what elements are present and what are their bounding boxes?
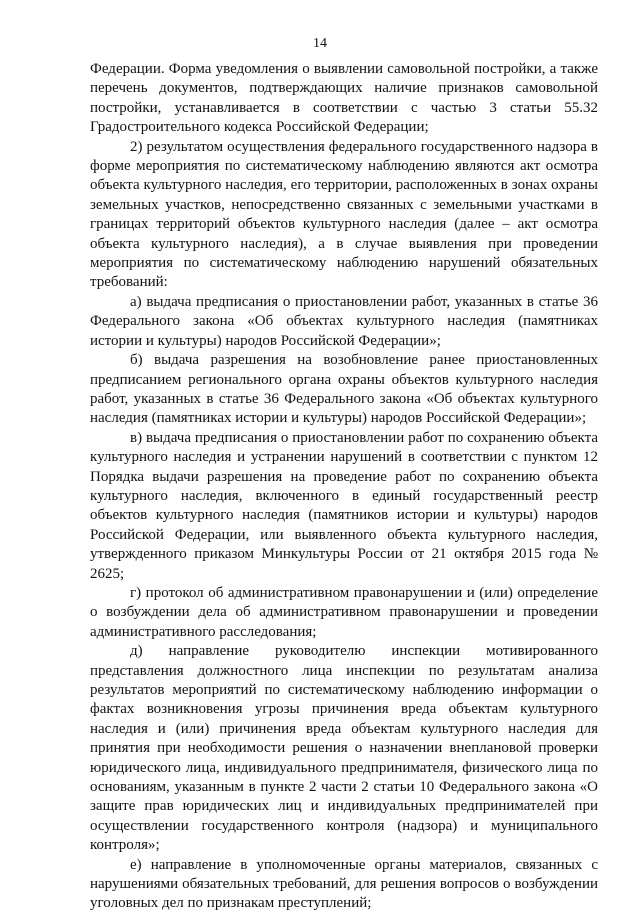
document-body xyxy=(90,60,598,914)
paragraph-subitem-v: в) выдача предписания о приостановлении работ по сохранению объекта культурного наследия и устранении нарушений в соответствии с пунктом 12 Порядка выдачи разрешения на проведение работ по сохранению объекта культурного наследия, включенного в единый государственный реестр объектов культурного наследия (памятников истории и культуры) народов Российской Федерации, или выявленного объекта культурного наследия, утвержденного приказом Минкультуры России от 21 октября 2015 года № 2625; xyxy=(90,429,598,582)
paragraph-subitem-e: е) направление в уполномоченные органы материалов, связанных с нарушениями обязательных требований, для решения вопросов о возбуждении уголовных дел по признакам преступлений; xyxy=(90,856,598,912)
paragraph-subitem-b: б) выдача разрешения на возобновление ранее приостановленных предписанием регионального органа охраны объектов культурного наследия работ, указанных в статье 36 Федерального закона «Об объектах культурного наследия (памятниках истории и культуры) народов Российской Федерации»; xyxy=(90,352,598,427)
paragraph-subitem-a: а) выдача предписания о приостановлении работ, указанных в статье 36 Федерального закона «Об объектах культурного наследия (памятниках истории и культуры) народов Российской Федерации»; xyxy=(90,293,598,349)
page-number: 14 xyxy=(313,36,327,51)
paragraph-subitem-g: г) протокол об административном правонарушении и (или) определение о возбуждении дела об административном правонарушении и проведении административного расследования; xyxy=(90,584,598,640)
paragraph-subitem-d: д) направление руководителю инспекции мотивированного представления должностного лица инспекции по результатам анализа результатов мероприятий по систематическому наблюдению информации о фактах возникновения угрозы причинения вреда объектам культурного наследия и (или) причинения вреда объектам культурного наследия для принятия при необходимости решения о назначении внеплановой проверки юридического лица, индивидуального предпринимателя, физического лица по основаниям, указанным в пункте 2 части 2 статьи 10 Федерального закона «О защите прав юридических лиц и индивидуальных предпринимателей при осуществлении государственного контроля (надзора) и муниципального контроля»; xyxy=(90,643,598,854)
paragraph-continuation: Федерации. Форма уведомления о выявлении самовольной постройки, а также перечень документов, подтверждающих наличие признаков самовольной постройки, устанавливается в соответствии с частью 3 статьи 55.32 Градостроительного кодекса Российской Федерации; xyxy=(90,61,598,136)
paragraph-item-2: 2) результатом осуществления федерального государственного надзора в форме мероприятия по систематическому наблюдению являются акт осмотра объекта культурного наследия, его территории, расположенных в зонах охраны земельных участков, непосредственно связанных с земельными участками в границах территорий объектов культурного наследия (далее – акт осмотра объекта культурного наследия), а в случае выявления при проведении мероприятия по систематическому наблюдению нарушений обязательных требований: xyxy=(90,138,598,291)
